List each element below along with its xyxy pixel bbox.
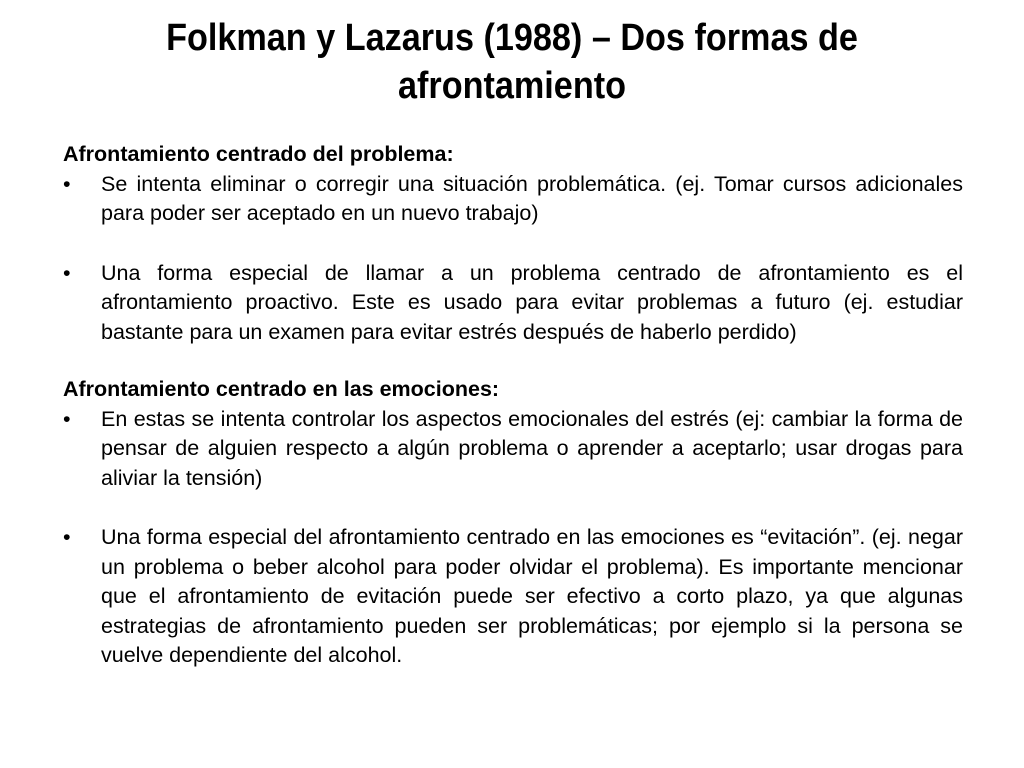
bullet-item [63, 405, 963, 494]
bullet-item [63, 523, 963, 671]
bullet-icon: • [63, 406, 71, 431]
slide-body [63, 140, 963, 671]
bullet-icon: • [63, 260, 71, 285]
bullet-text: Se intenta eliminar o corregir una situación problemática. (ej. Tomar cursos adicionales para poder ser aceptado en un nuevo trabajo) [101, 171, 963, 225]
bullet-icon: • [63, 171, 71, 196]
slide-title: Folkman y Lazarus (1988) – Dos formas de afrontamiento [166, 17, 858, 107]
bullet-text: Una forma especial del afrontamiento centrado en las emociones es “evitación”. (ej. negar un problema o beber alcohol para poder olvidar el problema). Es importante mencionar que el afrontamiento de evitación puede ser efectivo a corto plazo, ya que algunas estrategias de afrontamiento pueden ser problemáticas; por ejemplo si la persona se vuelve dependiente del alcohol. [101, 525, 963, 667]
bullet-item [63, 259, 963, 348]
bullet-text: En estas se intenta controlar los aspectos emocionales del estrés (ej: cambiar la forma de pensar de alguien respecto a algún problema o aprender a aceptarlo; usar drogas para aliviar la tensión) [101, 406, 963, 490]
section-heading-problem: Afrontamiento centrado del problema: [63, 142, 454, 166]
section-heading-emotions: Afrontamiento centrado en las emociones: [63, 377, 500, 401]
bullet-item [63, 170, 963, 229]
bullet-icon: • [63, 525, 71, 549]
bullet-text: Una forma especial de llamar a un problema centrado de afrontamiento es el afrontamiento proactivo. Este es usado para evitar problemas a futuro (ej. estudiar bastante para un examen para evitar estrés después de haberlo perdido) [101, 260, 963, 344]
